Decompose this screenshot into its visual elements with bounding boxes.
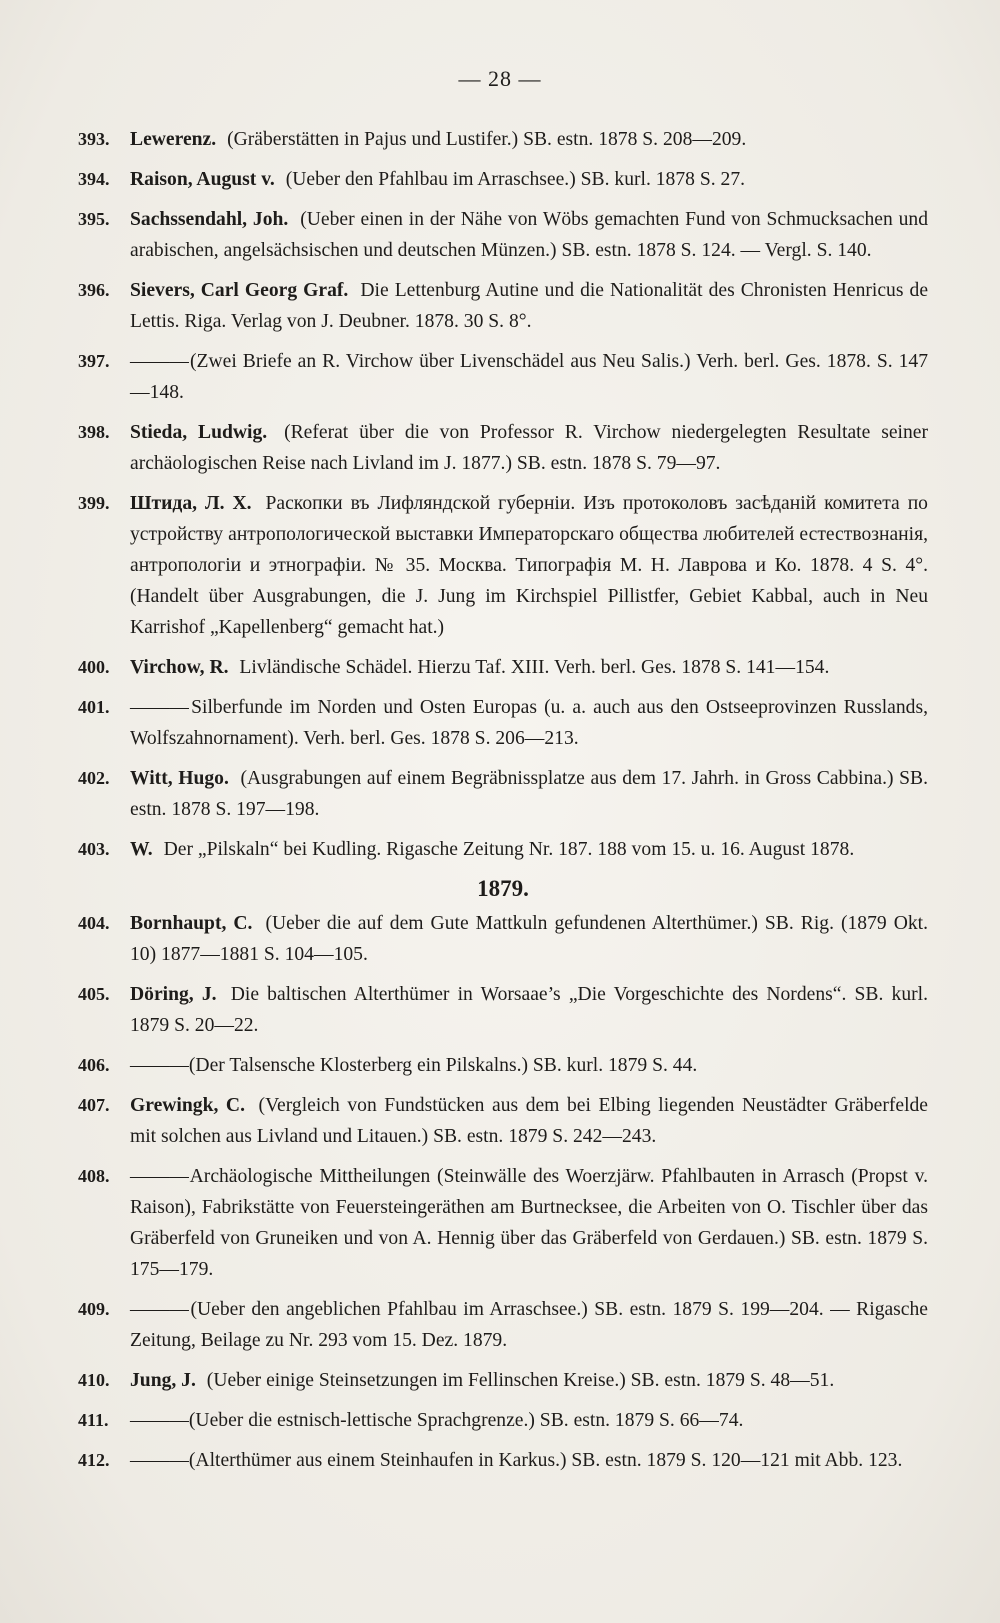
entry-text: (Zwei Briefe an R. Virchow über Livenschädel aus Neu Salis.) Verh. berl. Ges. 1878. S. 147—148. [130, 351, 928, 403]
entry-text: Раскопки въ Лифляндской губернiи. Изъ протоколовъ засѣданiй комитета по устройству антропологической выставки Императорскаго общества любителей естествознанiя, антропологiи и этнографiи. № 35. Москва. Типографiя М. Н. Лаврова и Ко. 1878. 4 S. 4°. (Handelt über Ausgrabungen, die J. Jung im Kirchspiel Pillistfer, Gebiet Kabbal, auch in Neu Karrishof „Kapellenberg“ gemacht hat.) [130, 493, 928, 638]
bibliography-entry [78, 1365, 928, 1396]
entry-author: Lewerenz. [130, 129, 217, 150]
entry-text: Die baltischen Alterthümer in Worsaae’s „Die Vorgeschichte des Nordens“. SB. kurl. 1879 S. 20—22. [130, 984, 928, 1036]
bibliography-entry [78, 1294, 928, 1356]
ditto-dash: ——— [130, 1410, 189, 1431]
entry-author: Grewingk, C. [130, 1095, 245, 1116]
entry-author: W. [130, 839, 153, 860]
entry-number: 398. [78, 422, 110, 442]
entry-text: Silberfunde im Norden und Osten Europas (u. a. auch aus den Ostseeprovinzen Russlands, Wolfszahnornament). Verh. berl. Ges. 1878 S. 206—213. [130, 697, 929, 749]
bibliography-entry [78, 346, 928, 408]
entry-text: (Ueber den angeblichen Pfahlbau im Arraschsee.) SB. estn. 1879 S. 199—204. — Rigasche Zeitung, Beilage zu Nr. 293 vom 15. Dez. 1879. [130, 1299, 929, 1351]
bibliography-entry [78, 763, 928, 825]
entry-text: Archäologische Mittheilungen (Steinwälle des Woerzjärw. Pfahlbauten in Arrasch (Propst v. Raison), Fabrikstätte von Feuersteingeräthen am Burtnecksee, die Arbeiten von O. Tischler über das Gräberfeld von Gruneiken und von A. Hennig über das Gräberfeld von Gerdauen.) SB. estn. 1879 S. 175—179. [130, 1166, 928, 1280]
entry-text: (Ueber den Pfahlbau im Arraschsee.) SB. kurl. 1878 S. 27. [285, 169, 746, 190]
bibliography-entry [78, 417, 928, 479]
bibliography-entry [78, 692, 928, 754]
bibliography-entry [78, 1405, 928, 1436]
ditto-dash: ——— [130, 351, 189, 372]
entry-text: Livländische Schädel. Hierzu Taf. XIII. Verh. berl. Ges. 1878 S. 141—154. [239, 657, 830, 678]
bibliography-entry [78, 908, 928, 970]
entry-text: (Ueber die estnisch-lettische Sprachgrenze.) SB. estn. 1879 S. 66—74. [188, 1410, 744, 1431]
entry-number: 394. [78, 169, 110, 189]
entry-number: 403. [78, 839, 110, 859]
entry-number: 404. [78, 913, 110, 933]
entry-author: Döring, J. [130, 984, 217, 1005]
entry-author: Штида, Л. Х. [130, 493, 252, 514]
entry-text: (Ausgrabungen auf einem Begräbnissplatze aus dem 17. Jahrh. in Gross Cabbina.) SB. estn. 1878 S. 197—198. [130, 768, 928, 820]
entry-number: 410. [78, 1370, 110, 1390]
bibliography-entry [78, 1445, 928, 1476]
entry-number: 400. [78, 657, 110, 677]
ditto-dash: ——— [130, 1450, 189, 1471]
entry-number: 396. [78, 280, 110, 300]
entry-author: Stieda, Ludwig. [130, 422, 268, 443]
bibliography-entry [78, 164, 928, 195]
page-number: — 28 — [458, 66, 542, 91]
entry-number: 405. [78, 984, 110, 1004]
entry-author: Jung, J. [130, 1370, 196, 1391]
bibliography-entry [78, 834, 928, 865]
entry-number: 406. [78, 1055, 110, 1075]
entry-text: (Der Talsensche Klosterberg ein Pilskalns.) SB. kurl. 1879 S. 44. [188, 1055, 698, 1076]
entry-number: 402. [78, 768, 110, 788]
entry-text: (Alterthümer aus einem Steinhaufen in Karkus.) SB. estn. 1879 S. 120—121 mit Abb. 123. [188, 1450, 903, 1471]
entry-text: (Ueber einen in der Nähe von Wöbs gemachten Fund von Schmucksachen und arabischen, angelsächsischen und deutschen Münzen.) SB. estn. 1878 S. 124. — Vergl. S. 140. [130, 209, 929, 261]
entry-author: Raison, August v. [130, 169, 275, 190]
entry-number: 411. [78, 1410, 109, 1430]
ditto-dash: ——— [130, 697, 189, 718]
bibliography-entry [78, 979, 928, 1041]
entries-1879 [78, 908, 928, 1476]
entry-number: 401. [78, 697, 110, 717]
ditto-dash: ——— [130, 1166, 189, 1187]
bibliography-entry [78, 1050, 928, 1081]
entry-text: (Referat über die von Professor R. Virchow niedergelegten Resultate seiner archäologischen Reise nach Livland im J. 1877.) SB. estn. 1878 S. 79—97. [130, 422, 928, 474]
entries-1878 [78, 124, 928, 865]
entry-text: (Vergleich von Fundstücken aus dem bei Elbing liegenden Neustädter Gräberfelde mit solchen aus Livland und Litauen.) SB. estn. 1879 S. 242—243. [130, 1095, 929, 1147]
bibliography-list [78, 124, 928, 1485]
ditto-dash: ——— [130, 1299, 189, 1320]
entry-author: Sachssendahl, Joh. [130, 209, 289, 230]
bibliography-entry [78, 275, 928, 337]
bibliography-entry [78, 652, 928, 683]
entry-number: 408. [78, 1166, 110, 1186]
entry-text: (Ueber einige Steinsetzungen im Fellinschen Kreise.) SB. estn. 1879 S. 48—51. [206, 1370, 835, 1391]
entry-author: Virchow, R. [130, 657, 229, 678]
year-heading: 1879. [477, 876, 529, 901]
entry-author: Witt, Hugo. [130, 768, 229, 789]
entry-text: Die Lettenburg Autine und die Nationalität des Chronisten Henricus de Lettis. Riga. Verlag von J. Deubner. 1878. 30 S. 8°. [130, 280, 929, 332]
entry-author: Sievers, Carl Georg Graf. [130, 280, 349, 301]
entry-number: 397. [78, 351, 110, 371]
entry-number: 395. [78, 209, 110, 229]
bibliography-entry [78, 488, 928, 643]
entry-number: 409. [78, 1299, 110, 1319]
entry-text: (Ueber die auf dem Gute Mattkuln gefundenen Alterthümer.) SB. Rig. (1879 Okt. 10) 1877—1881 S. 104—105. [130, 913, 928, 965]
entry-author: Bornhaupt, C. [130, 913, 253, 934]
bibliography-entry [78, 1161, 928, 1285]
entry-text: (Gräberstätten in Pajus und Lustifer.) SB. estn. 1878 S. 208—209. [227, 129, 747, 150]
entry-number: 393. [78, 129, 110, 149]
ditto-dash: ——— [130, 1055, 189, 1076]
entry-number: 412. [78, 1450, 110, 1470]
bibliography-entry [78, 124, 928, 155]
bibliography-entry [78, 204, 928, 266]
entry-number: 399. [78, 493, 110, 513]
entry-text: Der „Pilskaln“ bei Kudling. Rigasche Zeitung Nr. 187. 188 vom 15. u. 16. August 1878. [163, 839, 855, 860]
entry-number: 407. [78, 1095, 110, 1115]
bibliography-entry [78, 1090, 928, 1152]
